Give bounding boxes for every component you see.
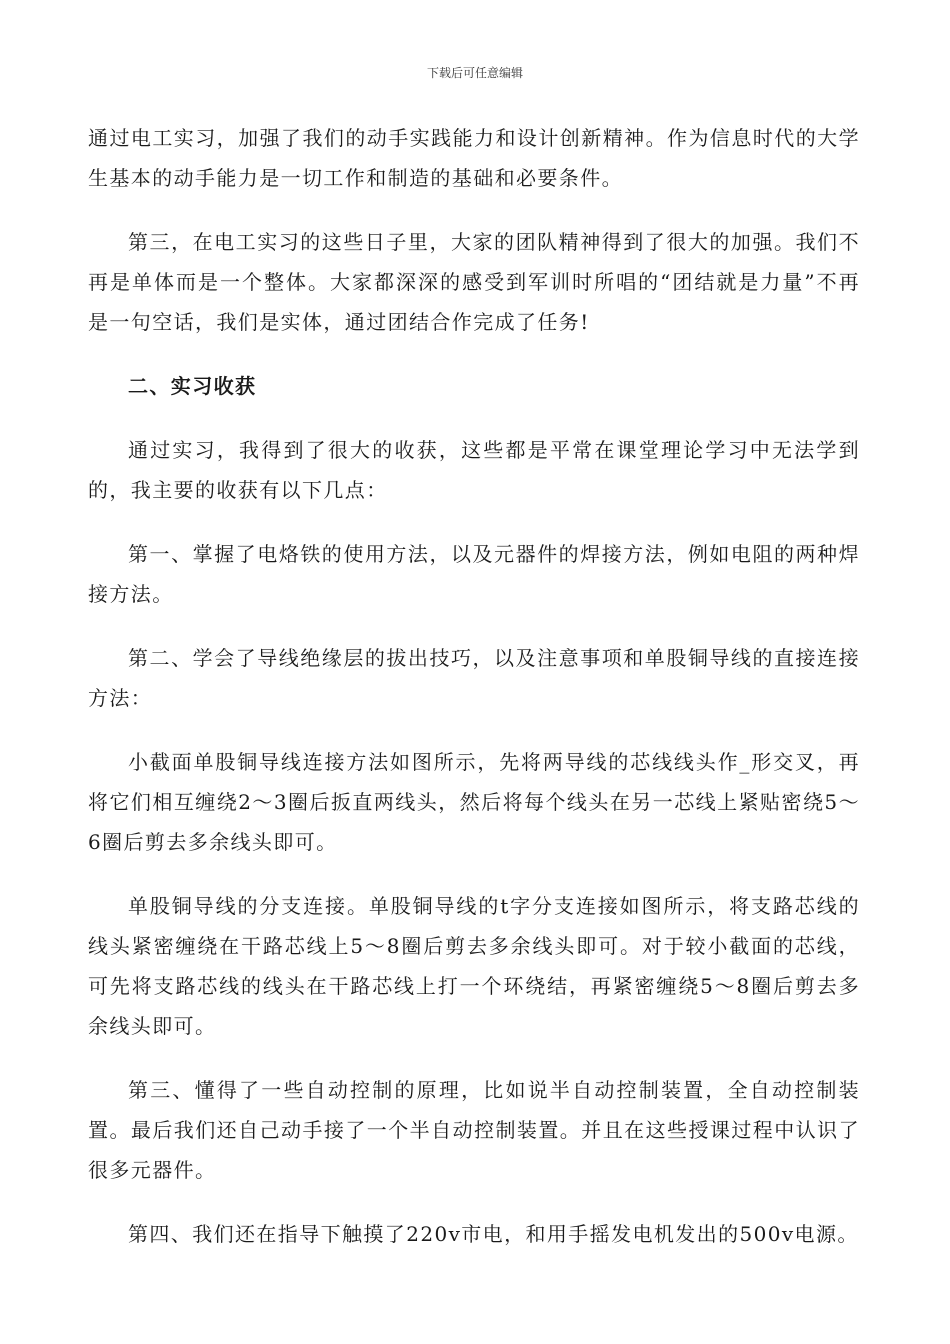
paragraph-3: 通过实习，我得到了很大的收获，这些都是平常在课堂理论学习中无法学到的，我主要的收获有以下几点：	[88, 438, 860, 502]
page-header: 下载后可任意编辑	[426, 66, 523, 80]
paragraph-4: 第一、掌握了电烙铁的使用方法，以及元器件的焊接方法，例如电阻的两种焊接方法。	[88, 542, 860, 606]
paragraph-5: 第二、学会了导线绝缘层的拔出技巧，以及注意事项和单股铜导线的直接连接方法：	[88, 646, 860, 710]
document-body	[88, 118, 860, 1278]
paragraph-6: 小截面单股铜导线连接方法如图所示，先将两导线的芯线线头作_形交叉，再将它们相互缠绕2～3圈后扳直两线头，然后将每个线头在另一芯线上紧贴密绕5～6圈后剪去多余线头即可。	[88, 750, 860, 854]
paragraph-7: 单股铜导线的分支连接。单股铜导线的t字分支连接如图所示，将支路芯线的线头紧密缠绕在干路芯线上5～8圈后剪去多余线头即可。对于较小截面的芯线，可先将支路芯线的线头在干路芯线上打一个环绕结，再紧密缠绕5～8圈后剪去多余线头即可。	[88, 894, 860, 1038]
paragraph-9: 第四、我们还在指导下触摸了220v市电，和用手摇发电机发出的500v电源。	[128, 1222, 859, 1246]
paragraph-2: 第三，在电工实习的这些日子里，大家的团队精神得到了很大的加强。我们不再是单体而是一个整体。大家都深深的感受到军训时所唱的“团结就是力量”不再是一句空话，我们是实体，通过团结合作完成了任务!	[88, 230, 860, 334]
paragraph-8: 第三、懂得了一些自动控制的原理，比如说半自动控制装置，全自动控制装置。最后我们还自己动手接了一个半自动控制装置。并且在这些授课过程中认识了很多元器件。	[88, 1078, 860, 1182]
section-heading: 二、实习收获	[128, 374, 257, 398]
paragraph-1: 通过电工实习，加强了我们的动手实践能力和设计创新精神。作为信息时代的大学生基本的动手能力是一切工作和制造的基础和必要条件。	[88, 126, 860, 190]
